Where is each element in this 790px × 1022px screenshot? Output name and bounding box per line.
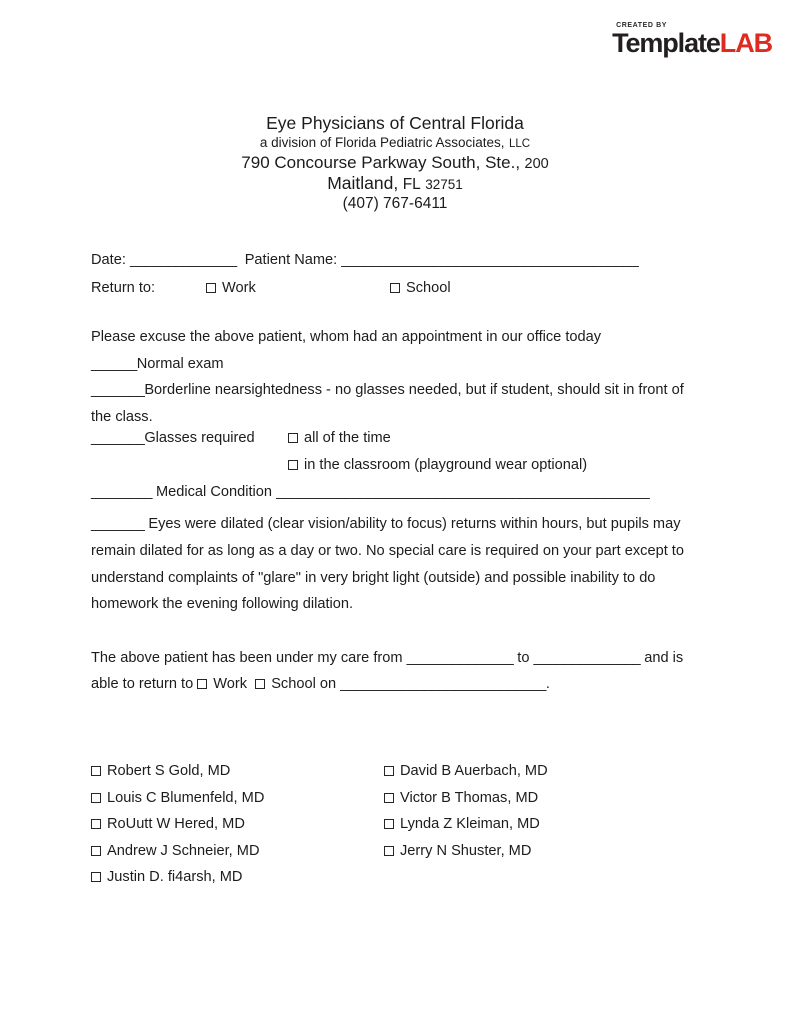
doctor-row — [91, 838, 699, 865]
return-to-row — [91, 280, 699, 324]
doctor-name-label: Louis C Blumenfeld, MD — [107, 789, 265, 806]
checkbox-glasses-all-time-label: all of the time — [304, 430, 391, 447]
date-patient-row — [91, 252, 699, 280]
normal-exam-label: Normal exam — [136, 355, 224, 372]
doctor-row — [91, 811, 699, 838]
doctor-name-label: Andrew J Schneier, MD — [107, 842, 260, 859]
checkbox-return-school-2-label: School on — [271, 676, 337, 693]
checkbox-glasses-classroom-label: in the classroom (playground wear optional) — [304, 457, 588, 474]
checkbox-doctor-left-3[interactable] — [91, 838, 260, 865]
doctor-name-label: Victor B Thomas, MD — [400, 789, 539, 806]
checkbox-return-school-label: School — [406, 280, 451, 296]
checkbox-icon[interactable] — [91, 819, 101, 829]
care-period-paragraph — [91, 645, 699, 698]
checkbox-doctor-left-1[interactable] — [91, 785, 264, 812]
clinic-division-main: a division of Florida Pediatric Associates, — [259, 134, 505, 150]
care-from-blank[interactable]: ______________ — [406, 649, 514, 666]
checkbox-doctor-right-0[interactable] — [384, 758, 548, 785]
checkbox-doctor-right-1[interactable] — [384, 785, 538, 812]
checkbox-icon[interactable] — [91, 872, 101, 882]
clinic-city: Maitland, — [327, 173, 399, 194]
doctor-name-label: Justin D. fi4arsh, MD — [107, 869, 243, 886]
logo-wordmark — [612, 30, 772, 57]
excuse-intro-text: Please excuse the above patient, whom had an appointment in our office today — [91, 329, 602, 345]
doctor-row — [91, 864, 699, 891]
checkbox-icon[interactable] — [288, 433, 298, 443]
checkbox-doctor-left-2[interactable] — [91, 811, 245, 838]
checkbox-icon[interactable] — [91, 846, 101, 856]
clinic-division-suffix: LLC — [508, 137, 531, 150]
return-to-label: Return to: — [91, 280, 156, 296]
templatelab-logo — [612, 22, 772, 57]
checkbox-icon[interactable] — [384, 819, 394, 829]
doctor-name-label: Lynda Z Kleiman, MD — [400, 816, 540, 833]
patient-name-input-blank[interactable]: _______________________________________ — [341, 252, 639, 268]
care-prefix-text: The above patient has been under my care from — [91, 649, 403, 666]
checkbox-icon[interactable] — [206, 283, 216, 293]
doctor-name-label: David B Auerbach, MD — [400, 763, 548, 779]
clinic-division — [0, 134, 790, 153]
medical-condition-blank[interactable]: ________ — [91, 484, 152, 501]
dilation-text: Eyes were dilated (clear vision/ability to focus) returns within hours, but pupils may remain dilated for as long as a day or two. No special care is required on your part except to understand complaints of "glare" in very bright light (outside) and possible inability to do homework the evening following dilation. — [91, 516, 684, 613]
doctor-name-label: RoUutt W Hered, MD — [107, 816, 245, 833]
medical-condition-row — [91, 484, 699, 511]
checkbox-doctor-right-2[interactable] — [384, 811, 540, 838]
checkbox-return-school[interactable] — [390, 280, 451, 296]
glasses-required-row — [91, 430, 699, 457]
dilation-blank[interactable]: _______ — [91, 516, 145, 533]
logo-created-by-text: CREATED BY — [616, 22, 668, 29]
doctor-name-label: Robert S Gold, MD — [107, 763, 231, 779]
date-label: Date: — [91, 252, 126, 268]
checkbox-doctor-right-3[interactable] — [384, 838, 531, 865]
care-and-text: and — [644, 649, 669, 666]
form-body — [91, 252, 699, 698]
logo-template-text: Template — [612, 28, 720, 58]
clinic-address — [0, 153, 790, 174]
clinic-city-state-zip — [0, 173, 790, 195]
return-date-blank[interactable]: ___________________________ — [340, 676, 546, 693]
checkbox-icon[interactable] — [390, 283, 400, 293]
checkbox-doctor-left-0[interactable] — [91, 758, 230, 785]
logo-lab-text: LAB — [719, 28, 772, 58]
checkbox-icon[interactable] — [384, 846, 394, 856]
checkbox-icon[interactable] — [288, 460, 298, 470]
checkbox-return-work-label: Work — [222, 280, 256, 296]
checkbox-icon[interactable] — [91, 793, 101, 803]
checkbox-doctor-left-4[interactable] — [91, 864, 242, 891]
checkbox-glasses-all-time[interactable] — [288, 430, 391, 446]
date-input-blank[interactable]: ______________ — [129, 252, 237, 268]
clinic-address-suite: 200 — [524, 155, 549, 172]
normal-exam-row — [91, 351, 699, 378]
checkbox-icon[interactable] — [91, 766, 101, 776]
doctor-list — [91, 758, 699, 891]
checkbox-icon[interactable] — [384, 766, 394, 776]
glasses-required-label: Glasses required — [144, 430, 255, 447]
clinic-header — [0, 113, 790, 214]
medical-condition-input-line[interactable]: _________________________________________________ — [276, 484, 650, 501]
checkbox-return-work[interactable] — [206, 280, 256, 296]
medical-condition-label: Medical Condition — [156, 484, 273, 501]
clinic-state: FL — [402, 176, 421, 194]
clinic-name: Eye Physicians of Central Florida — [266, 113, 524, 133]
care-to-text: to — [517, 649, 530, 666]
checkbox-icon[interactable] — [255, 679, 265, 689]
dilation-paragraph — [91, 511, 699, 617]
borderline-label: Borderline nearsightedness - no glasses needed, but if student, should sit in front of the class. — [91, 382, 684, 425]
clinic-address-main: 790 Concourse Parkway South, Ste., — [241, 152, 521, 172]
doctor-name-label: Jerry N Shuster, MD — [400, 842, 532, 859]
clinic-phone: (407) 767-6411 — [342, 195, 448, 213]
checkbox-glasses-classroom[interactable] — [288, 457, 587, 473]
doctor-row — [91, 758, 699, 785]
checkbox-icon[interactable] — [197, 679, 207, 689]
borderline-row — [91, 377, 699, 430]
clinic-zip: 32751 — [425, 177, 463, 193]
glasses-blank[interactable]: _______ — [91, 430, 145, 447]
normal-exam-blank[interactable]: ______ — [91, 355, 137, 372]
checkbox-return-work-2-label: Work — [213, 676, 248, 693]
care-to-blank[interactable]: ______________ — [533, 649, 641, 666]
return-prefix-text: is able to return to — [91, 649, 684, 693]
patient-name-label: Patient Name: — [244, 252, 338, 268]
borderline-blank[interactable]: _______ — [91, 382, 145, 399]
checkbox-icon[interactable] — [384, 793, 394, 803]
glasses-classroom-row — [91, 457, 699, 484]
return-date-period: . — [545, 676, 550, 693]
doctor-row — [91, 785, 699, 812]
